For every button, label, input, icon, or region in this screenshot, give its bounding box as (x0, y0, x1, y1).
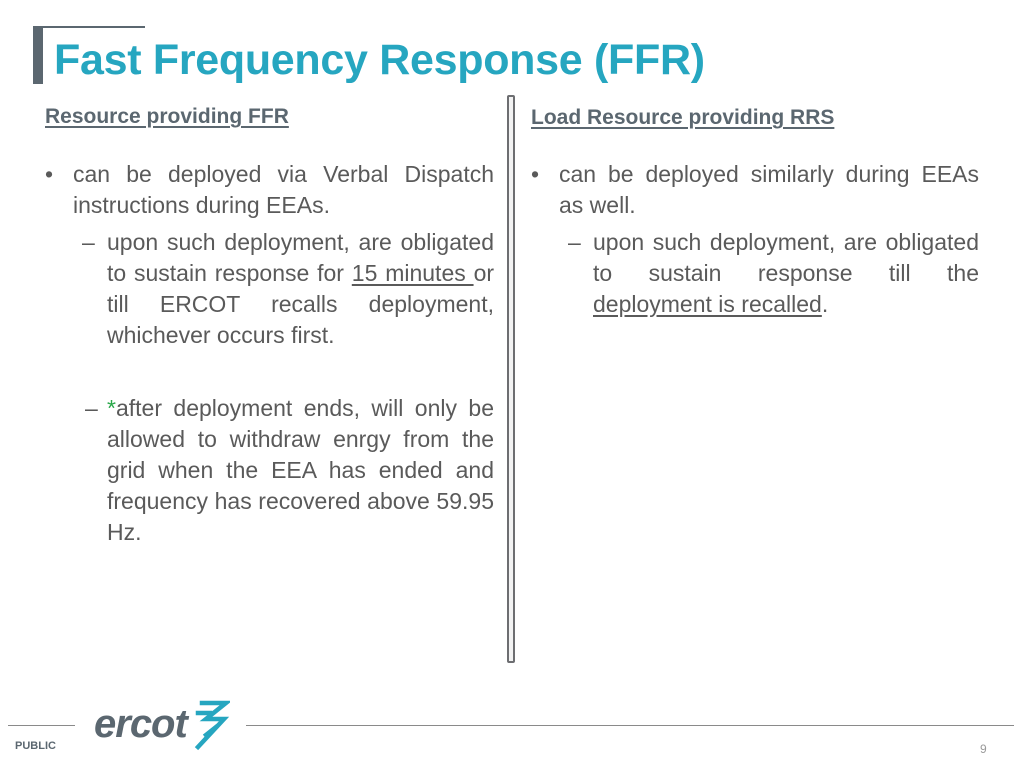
left-bullet-text: can be deployed via Verbal Dispatch instructions during EEAs. (73, 161, 494, 218)
classification-label: PUBLIC (15, 740, 56, 752)
left-sub1-text-b: or till ERCOT recalls deployment, whichever occurs first. (107, 260, 495, 348)
left-sub-item-1 (45, 227, 494, 351)
right-bullet (531, 159, 979, 221)
page-number: 9 (980, 742, 987, 756)
right-column (531, 159, 979, 320)
footer-rule-left (8, 725, 75, 726)
dash-mark: – (85, 395, 98, 421)
right-sub1-text-b: . (821, 291, 829, 317)
bullet-mark: • (531, 161, 540, 187)
left-bullet (45, 159, 494, 221)
ercot-logo-text: ercot (94, 702, 187, 746)
left-column-heading: Resource providing FFR (45, 105, 289, 128)
right-bullet-text: can be deployed similarly during EEAs as well. (559, 161, 979, 218)
ercot-logo (94, 697, 230, 751)
title-accent-bar (33, 26, 43, 84)
page-title: Fast Frequency Response (FFR) (54, 36, 705, 84)
ercot-bolt-icon (198, 703, 226, 747)
dash-mark: – (82, 229, 95, 255)
title-accent-rule (33, 26, 145, 28)
left-sub1-text-a: upon such deployment, are obligated to sustain response for (107, 229, 494, 286)
left-sub-item-2 (45, 393, 494, 548)
right-sub1-text-a: upon such deployment, are obligated to sustain response till the (593, 229, 979, 286)
bullet-mark: • (45, 161, 54, 187)
dash-mark: – (568, 229, 581, 255)
right-sub1-underlined: deployment is recalled (593, 291, 822, 317)
right-sub-item-1 (531, 227, 979, 320)
left-sub1-underlined: 15 minutes (351, 260, 474, 286)
right-column-heading: Load Resource providing RRS (531, 106, 835, 129)
footer-rule-right (246, 725, 1014, 726)
left-column (45, 159, 494, 548)
asterisk: * (107, 395, 116, 421)
column-divider (507, 95, 515, 663)
left-sub2-text: after deployment ends, will only be allowed to withdraw enrgy from the grid when the EEA has ended and frequency has recovered above 59.95 Hz. (107, 395, 494, 545)
